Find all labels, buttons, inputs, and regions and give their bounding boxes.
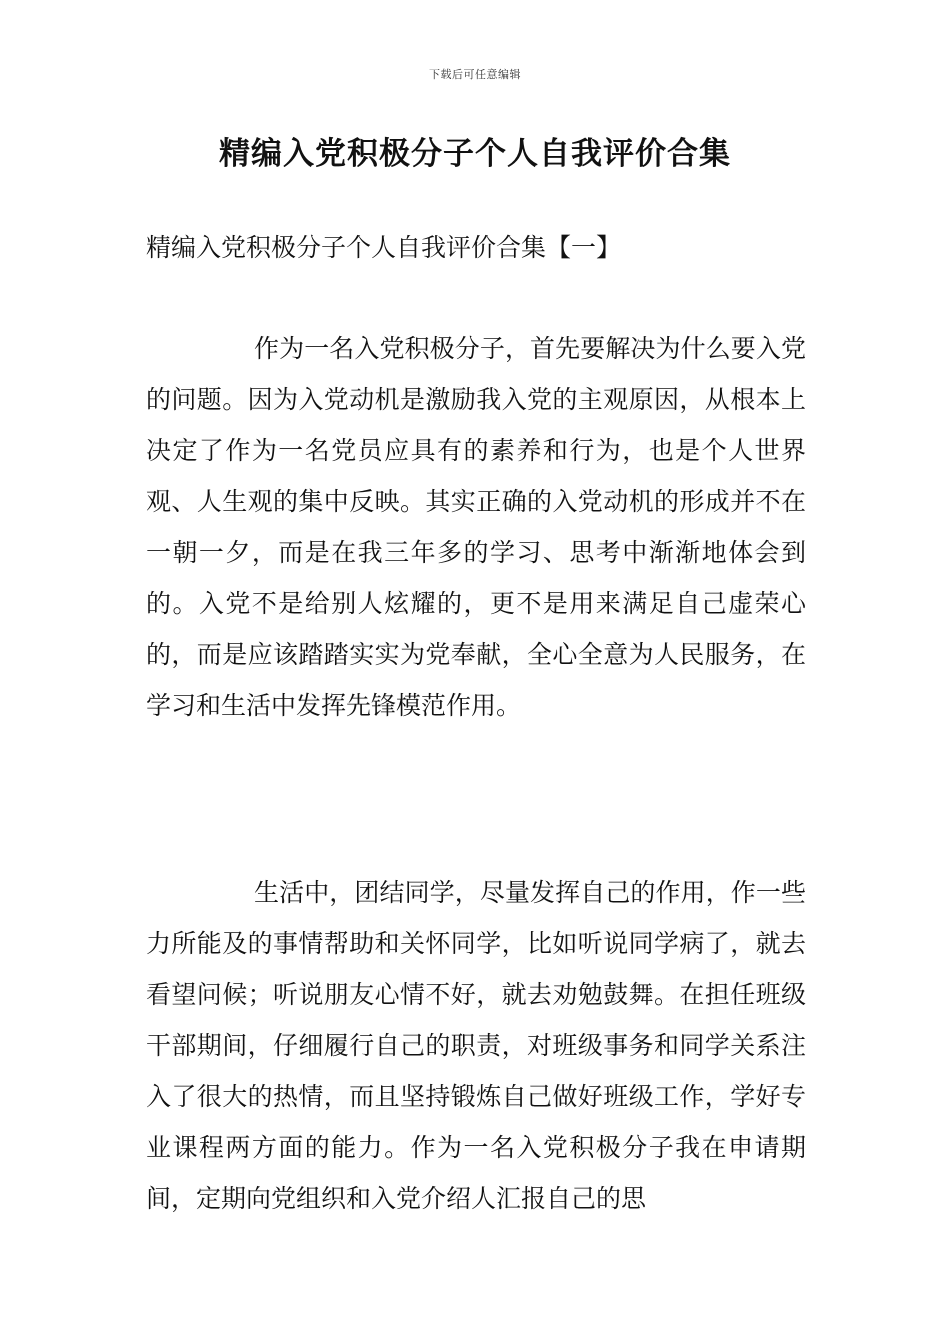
body-paragraph-1: 作为一名入党积极分子，首先要解决为什么要入党的问题。因为入党动机是激励我入党的主观原因，从根本上决定了作为一名党员应具有的素养和行为，也是个人世界观、人生观的集中反映。其实正确的入党动机的形成并不在一朝一夕，而是在我三年多的学习、思考中渐渐地体会到的。入党不是给别人炫耀的，更不是用来满足自己虚荣心的，而是应该踏踏实实为党奉献，全心全意为人民服务，在学习和生活中发挥先锋模范作用。 bbox=[146, 334, 806, 720]
document-title: 精编入党积极分子个人自我评价合集 bbox=[219, 136, 731, 172]
body-paragraph-2: 生活中，团结同学，尽量发挥自己的作用，作一些力所能及的事情帮助和关怀同学，比如听说同学病了，就去看望问候；听说朋友心情不好，就去劝勉鼓舞。在担任班级干部期间，仔细履行自己的职责，对班级事务和同学关系注入了很大的热情，而且坚持锻炼自己做好班级工作，学好专业课程两方面的能力。作为一名入党积极分子我在申请期间，定期向党组织和入党介绍人汇报自己的思 bbox=[146, 878, 806, 1213]
section-heading: 精编入党积极分子个人自我评价合集【一】 bbox=[146, 233, 622, 262]
header-note: 下载后可任意编辑 bbox=[429, 68, 521, 81]
